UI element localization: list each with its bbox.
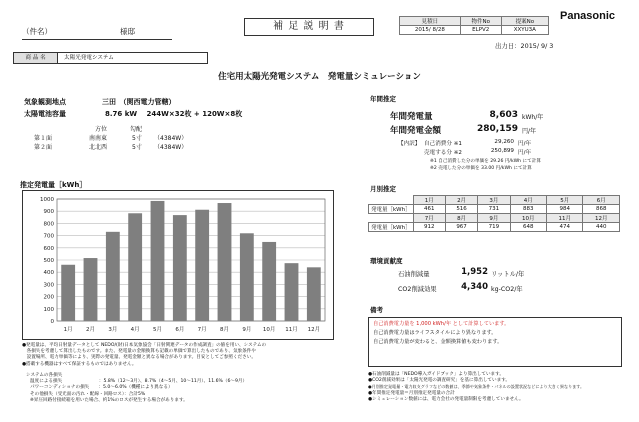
meta-header-date: 見積日 [400,17,461,26]
remark-line: 自己消費電力量が変わると、金額換算値も変わります。 [373,339,503,345]
meta-value-proposal: XXYU3A [501,26,548,35]
chart-title: 推定発電量［kWh］ [20,181,87,189]
product-name: 太陽光発電システム [64,55,114,61]
month-cell: 6月 [583,196,620,205]
month-cell: 9月 [478,214,510,223]
y-tick-label: 500 [43,258,54,264]
month-cell: 4月 [510,196,546,205]
col-direction: 方位 [95,126,108,133]
y-tick-label: 400 [43,270,54,277]
row-label: 発電量［kWh］ [369,223,414,232]
sell-unit: 円/年 [518,150,532,156]
monthly-section-title: 月別推定 [370,185,396,193]
surface-name: 第１面 [34,135,53,142]
value-cell: 967 [445,223,477,232]
month-row-2 [369,214,620,223]
footnote: ●搭載する機器はすべて保証するものではありません。 [22,361,137,367]
product-row [13,52,208,64]
footnote: ●年間推定発電量＝月別推定発電量の合計 [368,390,455,396]
meta-table [399,16,549,35]
env-section-title: 環境貢献度 [370,257,403,265]
x-tick-label: 8月 [220,327,229,333]
remarks-box [368,317,622,367]
x-tick-label: 11月 [285,327,298,333]
monthly-table [368,195,620,232]
y-tick-label: 700 [43,233,54,240]
y-tick-label: 1000 [40,197,54,203]
bar-5 [151,201,165,321]
y-tick-label: 0 [50,319,54,325]
x-tick-label: 9月 [242,327,252,333]
y-tick-label: 600 [43,245,54,252]
meta-header-proposal: 提案No [501,17,548,26]
x-tick-label: 7月 [197,327,207,333]
remark-line: 自己消費電力量はライフスタイルにより異なります。 [373,330,497,336]
bar-9 [240,233,254,321]
subject-field [22,26,172,40]
surface-row [34,142,188,151]
loss-line: パワーコンディショナの損失 ：5.0〜6.0%（機種により異なる） [30,385,173,391]
footnote: ●月別推定発電量・電力収支グラフなどの数値は、季節や気象条件・パネルの設置状況などにより大きく異なります。 [368,384,585,390]
subject-label: （件名） [22,27,52,36]
sell-label: 売電する分 ※2 [424,150,462,156]
breakdown-self-row [398,139,532,147]
footnote: ●シミュレーション数値には、電力会社の発電量制限を考慮していません。 [368,396,524,402]
y-tick-label: 900 [43,209,54,216]
value-cell: 731 [478,205,510,214]
value-row-1 [369,205,620,214]
month-cell: 1月 [413,196,445,205]
loss-line: 温度による損失 ：5.8%（12〜3月）、8.7%（4〜5月、10〜11月）、11.6%（6〜9月） [30,379,248,385]
value-cell: 516 [445,205,477,214]
x-tick-label: 1月 [63,327,73,333]
bar-1 [61,265,75,321]
y-tick-label: 100 [43,306,54,313]
oil-unit: リットル/年 [491,271,525,278]
value-cell: 461 [413,205,445,214]
bar-8 [218,203,232,321]
annual-section-title: 年間推定 [370,95,396,103]
value-cell: 474 [546,223,582,232]
breakdown-label: 【内訳】 [398,141,421,147]
col-tilt: 勾配 [130,126,143,133]
oil-label: 石油削減量 [398,271,430,278]
self-unit: 円/年 [518,141,532,147]
co2-value: 4,340 [461,282,488,292]
footnotes-right [368,372,630,403]
footnote: ●石油削減量は「NEDO導入ガイドブック」より算出しています。 [368,372,504,377]
co2-label: CO2削減効果 [398,286,437,293]
self-label: 自己消費分 ※1 [424,141,462,147]
value-cell: 868 [583,205,620,214]
meta-value-property: ELPV2 [460,26,501,35]
surface-watt: （4384W） [154,135,188,142]
footnote: 各損失を考慮して算出したものです。また、発電量の金額換算も記載の単価で算出したものであり、気象条件や [22,349,256,355]
annual-amount-value: 280,159 [477,124,518,134]
x-tick-label: 5月 [153,327,162,333]
footnote: ●CO2削減効果は「太陽光発電の調査研究」を基に算出しています。 [368,378,511,384]
station-value: 三田 （関西電力管轄） [102,98,176,106]
sell-value: 250,899 [490,148,514,154]
value-cell: 883 [510,205,546,214]
x-tick-label: 2月 [86,327,95,333]
surface-dir: 北北西 [89,144,108,151]
annual-amount-unit: 円/年 [522,128,537,135]
y-tick-label: 800 [43,221,54,228]
month-cell: 2月 [445,196,477,205]
meta-header-property: 物件No [460,17,501,26]
surface-row [34,133,188,142]
bar-10 [262,242,276,321]
y-tick-label: 200 [43,294,54,301]
value-cell: 984 [546,205,582,214]
output-date: 出力日：2015/ 9/ 3 [495,42,554,50]
blank-cell [369,214,414,223]
bar-4 [128,213,142,321]
surface-watt: （4384W） [154,144,188,151]
value-cell: 648 [510,223,546,232]
generation-bar-chart [23,191,333,339]
main-title: 住宅用太陽光発電システム 発電量シミュレーション [218,72,421,82]
doc-title: 補 足 説 明 書 [273,21,345,32]
month-row-1 [369,196,620,205]
value-cell: 440 [583,223,620,232]
product-label: 商 品 名 [14,53,58,63]
annual-gen-unit: kWh/年 [522,114,544,121]
y-tick-label: 300 [43,282,54,289]
co2-unit: kg-CO2/年 [491,286,523,293]
meta-value-date: 2015/ 8/28 [400,26,461,35]
month-cell: 5月 [546,196,582,205]
annual-gen-value: 8,603 [489,110,518,120]
month-cell: 12月 [583,214,620,223]
capacity-value: 8.76 kW 244W×32枚 + 120W×8枚 [105,110,243,118]
capacity-label: 太陽電池容量 [24,110,66,118]
bar-6 [173,215,187,321]
remarks-section-title: 備考 [370,306,383,314]
value-row-2 [369,223,620,232]
x-tick-label: 3月 [108,327,118,333]
brand-logo: Panasonic [560,10,616,22]
oil-value: 1,952 [461,267,488,277]
x-tick-label: 10月 [262,327,276,333]
month-cell: 10月 [510,214,546,223]
surface-dir: 南南東 [89,135,108,142]
x-tick-label: 6月 [175,327,185,333]
month-cell: 7月 [413,214,445,223]
loss-section [26,373,356,404]
honorific: 様邸 [120,27,135,36]
bar-3 [106,232,120,321]
loss-title: システムの各損失 [26,373,63,378]
footnote: 設置場所、電力単価等により、実際の発電量、発電金額と異なる場合があります。目安としてご参照ください。 [22,355,256,361]
station-label: 気象観測地点 [24,98,66,106]
remark-line: 自己消費電力量を 1,000 kWh/年 として計算しています。 [373,321,510,327]
doc-title-box [244,18,374,36]
annual-amount-label: 年間発電金額 [390,126,442,136]
bar-11 [285,263,299,321]
month-cell: 8月 [445,214,477,223]
value-cell: 719 [478,223,510,232]
surface-tilt: 5寸 [132,144,142,151]
loss-line: その他損失（受光面の汚れ・配線・回路ロス）：合計5% [30,391,146,397]
annual-note-1: ※1 自己消費した分の単価を 29.26 円/kWh にて計算 [430,159,541,164]
footnotes-left [22,343,352,368]
month-cell: 3月 [478,196,510,205]
bar-2 [84,258,98,321]
x-tick-label: 4月 [130,327,140,333]
annual-note-2: ※2 売電した分の単価を 33.00 円/kWh にて計算 [430,166,532,171]
blank-cell [369,196,414,205]
month-cell: 11月 [546,214,582,223]
loss-line: ※昇圧回路付接続箱を用いた場合、約1%のロスが発生する場合があります。 [30,397,188,403]
surface-name: 第２面 [34,144,53,151]
bar-7 [195,210,209,321]
chart-frame [22,190,334,340]
surface-tilt: 5寸 [132,135,142,142]
bar-12 [307,267,321,321]
value-cell: 912 [413,223,445,232]
row-label: 発電量［kWh］ [369,205,414,214]
footnote: ●発電量は、平均日射量データとして NEDO/(財)日本気象協会「日射関連データの作成調査」の値を用い、システムの [22,343,267,348]
annual-gen-label: 年間発電量 [390,112,433,122]
x-tick-label: 12月 [307,327,321,333]
self-value: 29,260 [494,139,514,145]
